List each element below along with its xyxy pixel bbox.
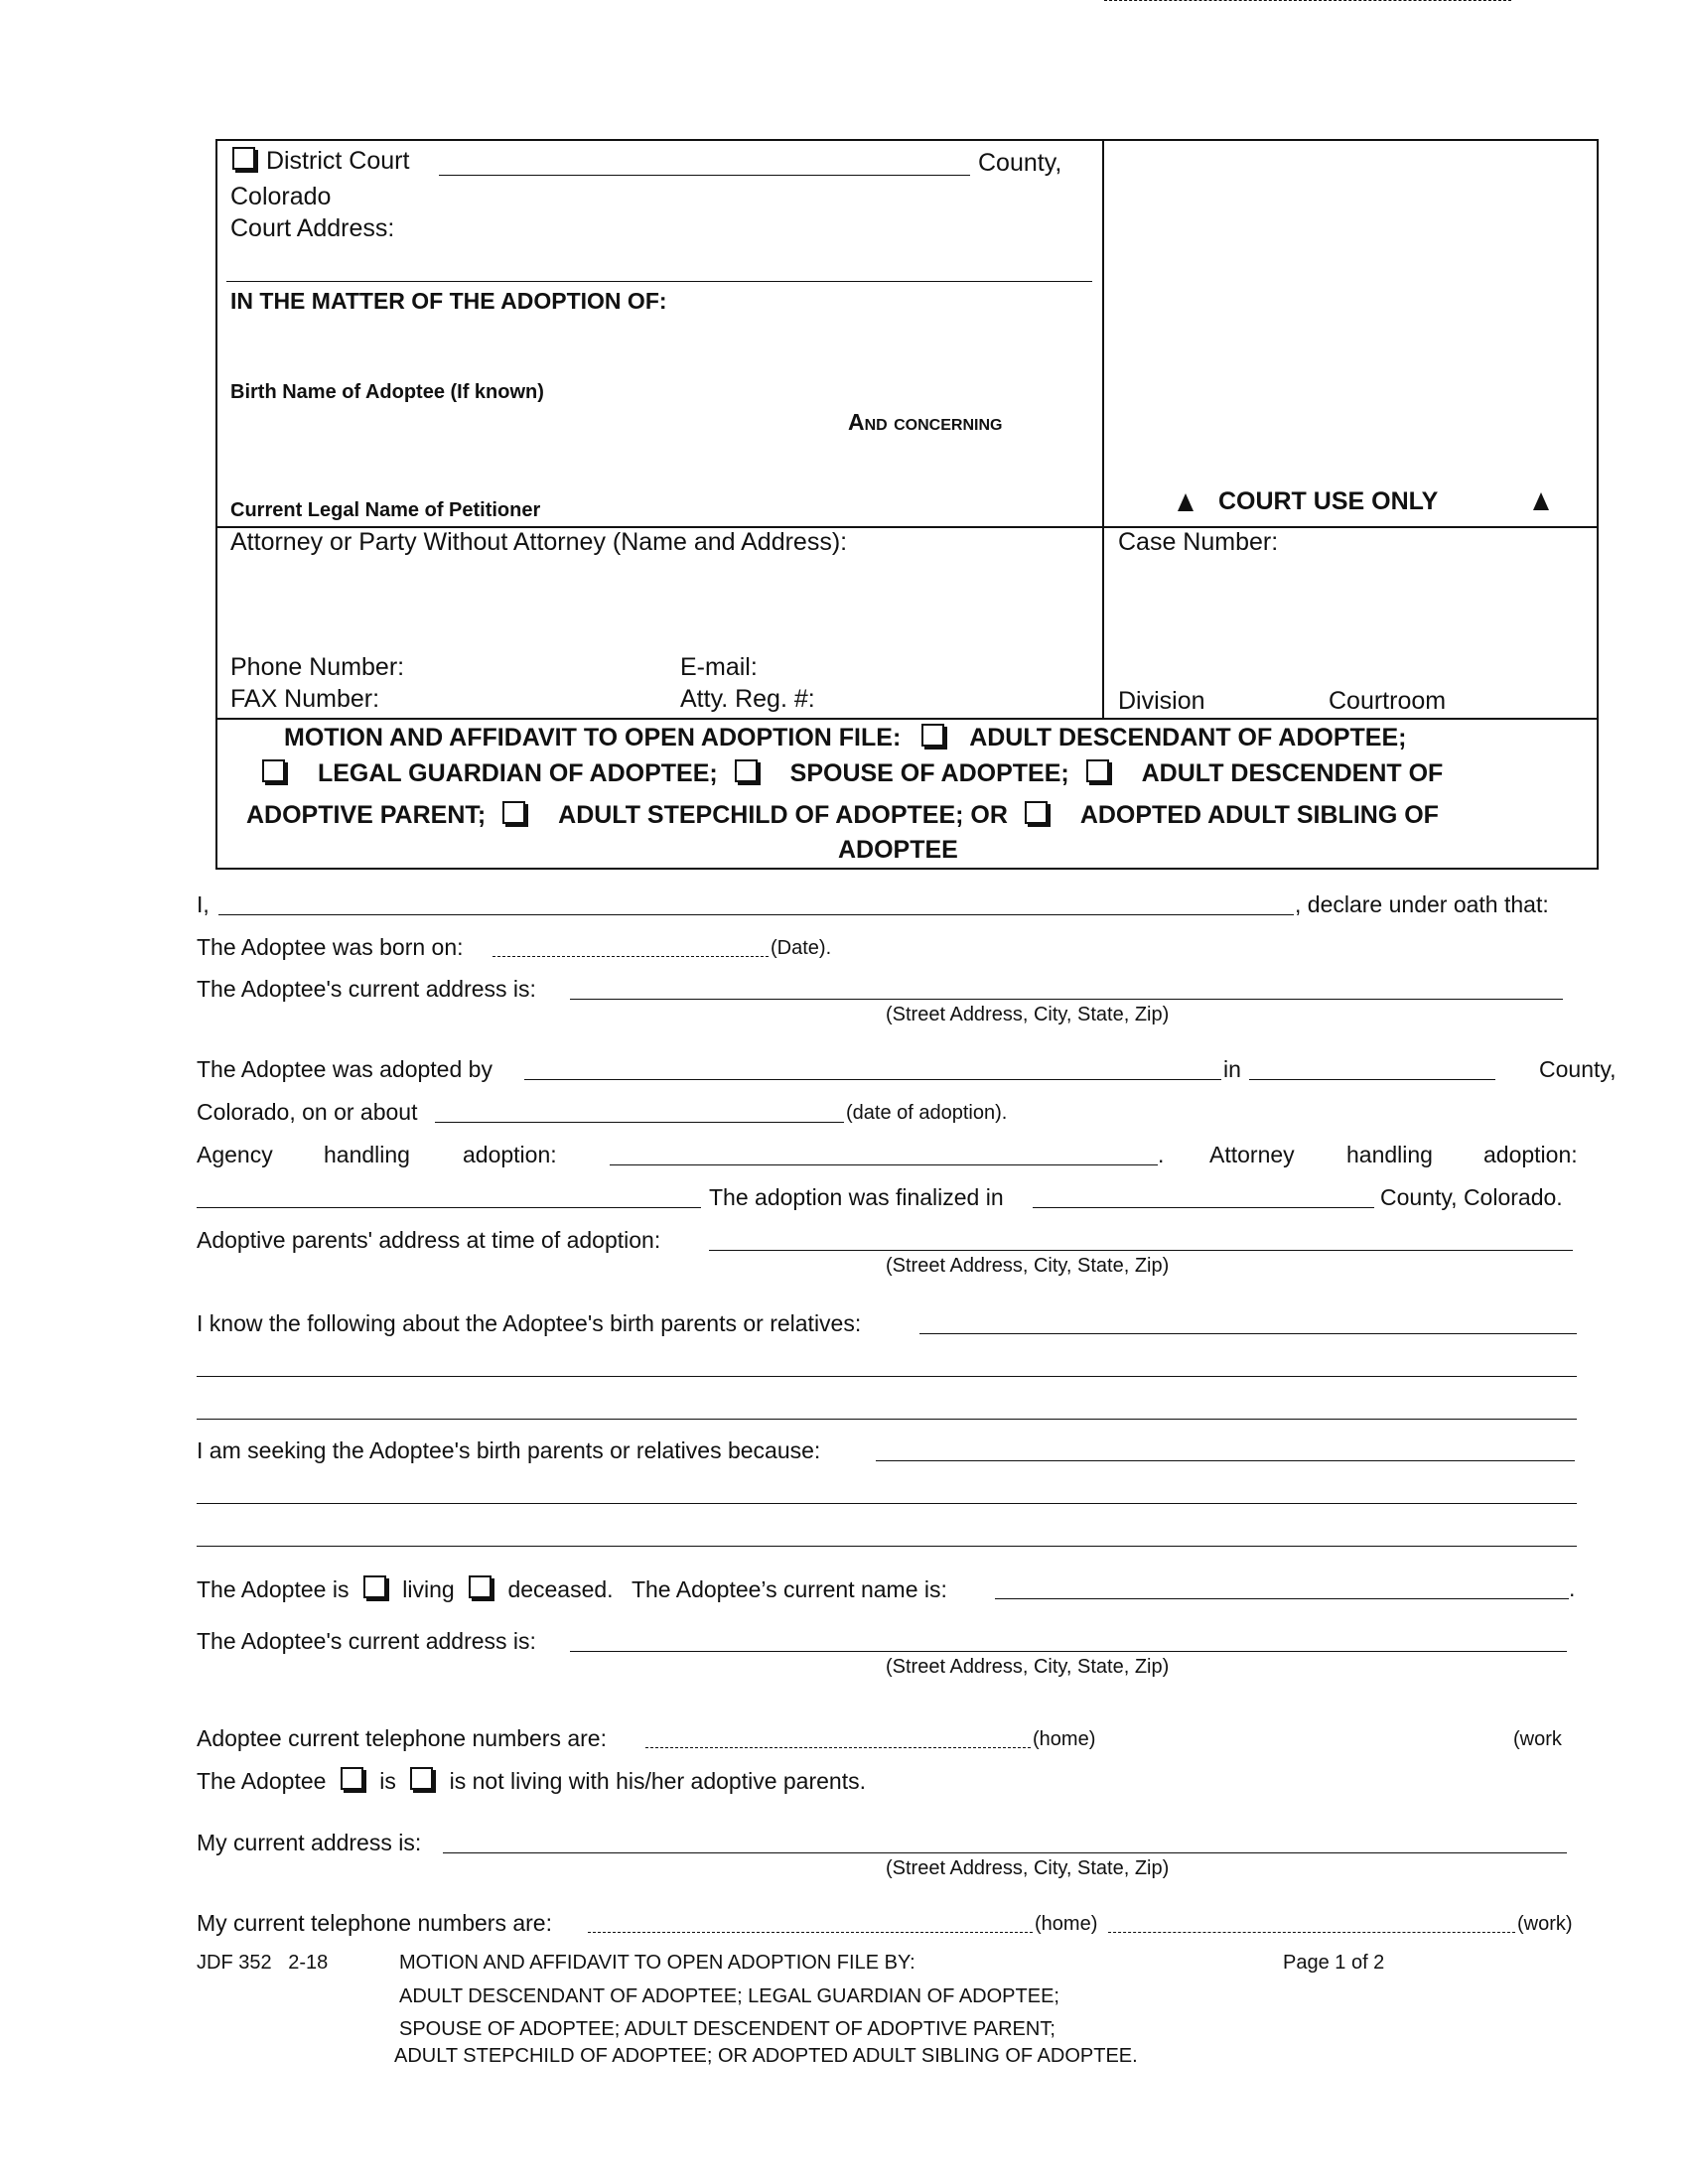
court-address-label: Court Address: xyxy=(230,214,395,242)
option-guardian-checkbox[interactable] xyxy=(262,759,285,782)
title-line-3 xyxy=(246,801,1439,830)
agency-word-3: adoption: xyxy=(463,1142,557,1167)
column-divider xyxy=(1102,139,1104,719)
my-address-label: My current address is: xyxy=(197,1830,422,1855)
option-descendant-label: ADULT DESCENDANT OF ADOPTEE; xyxy=(969,724,1407,751)
district-court-label: District Court xyxy=(265,147,410,175)
title-line-1 xyxy=(284,724,1406,752)
declarant-name-field[interactable] xyxy=(218,914,1294,915)
option-sibling-checkbox[interactable] xyxy=(1025,801,1048,824)
adopted-by-label: The Adoptee was adopted by xyxy=(197,1056,492,1082)
adoptee-address-field-2[interactable] xyxy=(570,1651,1567,1652)
name-period: . xyxy=(1569,1575,1576,1601)
attorney-word-2: handling xyxy=(1346,1142,1433,1167)
address-hint: (Street Address, City, State, Zip) xyxy=(886,1857,1170,1879)
footer-line-1: MOTION AND AFFIDAVIT TO OPEN ADOPTION FILE BY: xyxy=(399,1952,915,1974)
matter-heading: IN THE MATTER OF THE ADOPTION OF: xyxy=(230,288,667,314)
birth-parents-info-field-2[interactable] xyxy=(197,1376,1577,1377)
born-on-label: The Adoptee was born on: xyxy=(197,934,464,960)
birth-name-label: Birth Name of Adoptee (If known) xyxy=(230,381,544,403)
option-spouse-checkbox[interactable] xyxy=(735,759,758,782)
agency-word-2: handling xyxy=(324,1142,410,1167)
adoptee-phone-label: Adoptee current telephone numbers are: xyxy=(197,1725,607,1751)
the-adoptee-label: The Adoptee xyxy=(197,1768,327,1794)
adoptee-home-phone-field[interactable] xyxy=(645,1747,1031,1748)
attorney-label: Attorney or Party Without Attorney (Name and Address): xyxy=(230,528,848,556)
home-hint: (home) xyxy=(1035,1913,1098,1935)
option-parent-descendent-checkbox[interactable] xyxy=(1086,759,1109,782)
living-label: living xyxy=(402,1576,455,1602)
title-line-2 xyxy=(262,759,1443,788)
work-hint: (work) xyxy=(1517,1913,1573,1935)
know-following-label: I know the following about the Adoptee's birth parents or relatives: xyxy=(197,1310,862,1336)
birth-date-field[interactable] xyxy=(492,956,769,957)
up-arrow-icon xyxy=(1533,492,1549,513)
option-stepchild-label: ADULT STEPCHILD OF ADOPTEE; OR xyxy=(558,801,1008,829)
my-phone-label: My current telephone numbers are: xyxy=(197,1910,552,1936)
attorney-word-1: Attorney xyxy=(1209,1142,1295,1167)
option-parent-descendent-label-cont: ADOPTIVE PARENT; xyxy=(246,801,487,829)
birth-parents-info-field-1[interactable] xyxy=(919,1333,1577,1334)
finalized-county-field[interactable] xyxy=(1033,1207,1374,1208)
is-label: is xyxy=(379,1768,396,1794)
county-colorado: County, Colorado. xyxy=(1380,1184,1563,1210)
state-label: Colorado xyxy=(230,183,332,210)
agency-word-1: Agency xyxy=(197,1142,273,1167)
border-top xyxy=(215,139,1599,141)
date-of-adoption-hint: (date of adoption). xyxy=(846,1102,1008,1124)
adoption-county-field[interactable] xyxy=(1249,1079,1495,1080)
is-not-living-label: is not living with his/her adoptive parents. xyxy=(449,1768,866,1794)
footer-line-4: ADULT STEPCHILD OF ADOPTEE; OR ADOPTED ADULT SIBLING OF ADOPTEE. xyxy=(394,2045,1138,2067)
is-living-checkbox[interactable] xyxy=(341,1767,363,1790)
declare-text: , declare under oath that: xyxy=(1295,891,1549,917)
court-use-only-label: COURT USE ONLY xyxy=(1217,487,1439,515)
adoptee-is-label: The Adoptee is xyxy=(197,1576,350,1602)
finalized-in-label: The adoption was finalized in xyxy=(709,1184,1004,1210)
seeking-label: I am seeking the Adoptee's birth parents or relatives because: xyxy=(197,1437,821,1463)
case-number-label: Case Number: xyxy=(1118,528,1279,556)
is-not-living-checkbox[interactable] xyxy=(410,1767,433,1790)
address-hint: (Street Address, City, State, Zip) xyxy=(886,1004,1170,1025)
county-word: County, xyxy=(1539,1056,1617,1082)
court-use-only-row xyxy=(1178,487,1438,516)
division-label: Division xyxy=(1118,687,1205,715)
adoptee-work-phone-field[interactable] xyxy=(1104,0,1511,1)
petitioner-label: Current Legal Name of Petitioner xyxy=(230,499,541,521)
county-name-field[interactable] xyxy=(439,175,970,176)
option-stepchild-checkbox[interactable] xyxy=(502,801,525,824)
my-work-phone-field[interactable] xyxy=(1108,1932,1515,1933)
parents-address-field[interactable] xyxy=(709,1250,1573,1251)
adoptee-address-field[interactable] xyxy=(570,999,1563,1000)
county-suffix: County, xyxy=(978,149,1062,177)
up-arrow-icon xyxy=(1178,493,1194,511)
my-home-phone-field[interactable] xyxy=(588,1932,1033,1933)
work-hint: (work xyxy=(1513,1728,1562,1750)
email-label: E-mail: xyxy=(680,653,758,681)
birth-parents-info-field-3[interactable] xyxy=(197,1419,1577,1420)
colorado-on-label: Colorado, on or about xyxy=(197,1099,418,1125)
address-hint: (Street Address, City, State, Zip) xyxy=(886,1255,1170,1277)
fax-label: FAX Number: xyxy=(230,685,380,713)
border-left xyxy=(215,139,217,870)
adoptee-current-name-field[interactable] xyxy=(995,1598,1569,1599)
in-word: in xyxy=(1223,1056,1241,1082)
home-hint: (home) xyxy=(1033,1728,1096,1750)
living-checkbox[interactable] xyxy=(363,1575,386,1598)
deceased-label: deceased. xyxy=(507,1576,614,1602)
living-with-parents-row xyxy=(197,1767,866,1795)
row-divider-2 xyxy=(215,718,1599,720)
form-id: JDF 352 2-18 xyxy=(197,1952,329,1974)
footer-line-2: ADULT DESCENDANT OF ADOPTEE; LEGAL GUARDIAN OF ADOPTEE; xyxy=(399,1985,1059,2007)
atty-reg-label: Atty. Reg. #: xyxy=(680,685,815,713)
footer-line-3: SPOUSE OF ADOPTEE; ADULT DESCENDENT OF ADOPTIVE PARENT; xyxy=(399,2018,1055,2040)
option-spouse-label: SPOUSE OF ADOPTEE; xyxy=(789,759,1069,787)
option-descendant-checkbox[interactable] xyxy=(921,724,944,747)
and-concerning-label: And concerning xyxy=(848,409,1003,435)
adoption-date-field[interactable] xyxy=(435,1122,844,1123)
courtroom-label: Courtroom xyxy=(1329,687,1447,715)
i-prefix: I, xyxy=(197,891,210,917)
seeking-reason-field-1[interactable] xyxy=(876,1460,1575,1461)
attorney-word-3: adoption: xyxy=(1483,1142,1578,1167)
agency-field[interactable] xyxy=(610,1164,1158,1165)
seeking-reason-field-2[interactable] xyxy=(197,1503,1577,1504)
phone-label: Phone Number: xyxy=(230,653,405,681)
option-guardian-label: LEGAL GUARDIAN OF ADOPTEE; xyxy=(317,759,718,787)
title-part1: MOTION AND AFFIDAVIT TO OPEN ADOPTION FILE: xyxy=(284,724,902,751)
attorney-field[interactable] xyxy=(197,1207,701,1208)
deceased-checkbox[interactable] xyxy=(469,1575,492,1598)
current-name-label: The Adoptee’s current name is: xyxy=(631,1576,947,1602)
border-right xyxy=(1597,139,1599,870)
district-court-row xyxy=(232,147,409,176)
adoptee-address-label-2: The Adoptee's current address is: xyxy=(197,1628,536,1654)
address-hint: (Street Address, City, State, Zip) xyxy=(886,1656,1170,1678)
date-hint: (Date). xyxy=(771,937,832,959)
adopted-by-field[interactable] xyxy=(524,1079,1221,1080)
district-court-checkbox[interactable] xyxy=(232,147,255,170)
option-sibling-label-cont: ADOPTEE xyxy=(838,836,958,864)
my-address-field[interactable] xyxy=(443,1852,1567,1853)
option-parent-descendent-label: ADULT DESCENDENT OF xyxy=(1141,759,1444,787)
seeking-reason-field-3[interactable] xyxy=(197,1546,1577,1547)
agency-period: . xyxy=(1158,1142,1165,1167)
border-bottom xyxy=(215,868,1599,870)
living-status-row xyxy=(197,1575,947,1603)
court-address-divider xyxy=(226,281,1092,282)
option-sibling-label: ADOPTED ADULT SIBLING OF xyxy=(1079,801,1439,829)
adoptee-address-label: The Adoptee's current address is: xyxy=(197,976,536,1002)
page-number: Page 1 of 2 xyxy=(1283,1952,1385,1974)
parents-address-label: Adoptive parents' address at time of adoption: xyxy=(197,1227,661,1253)
